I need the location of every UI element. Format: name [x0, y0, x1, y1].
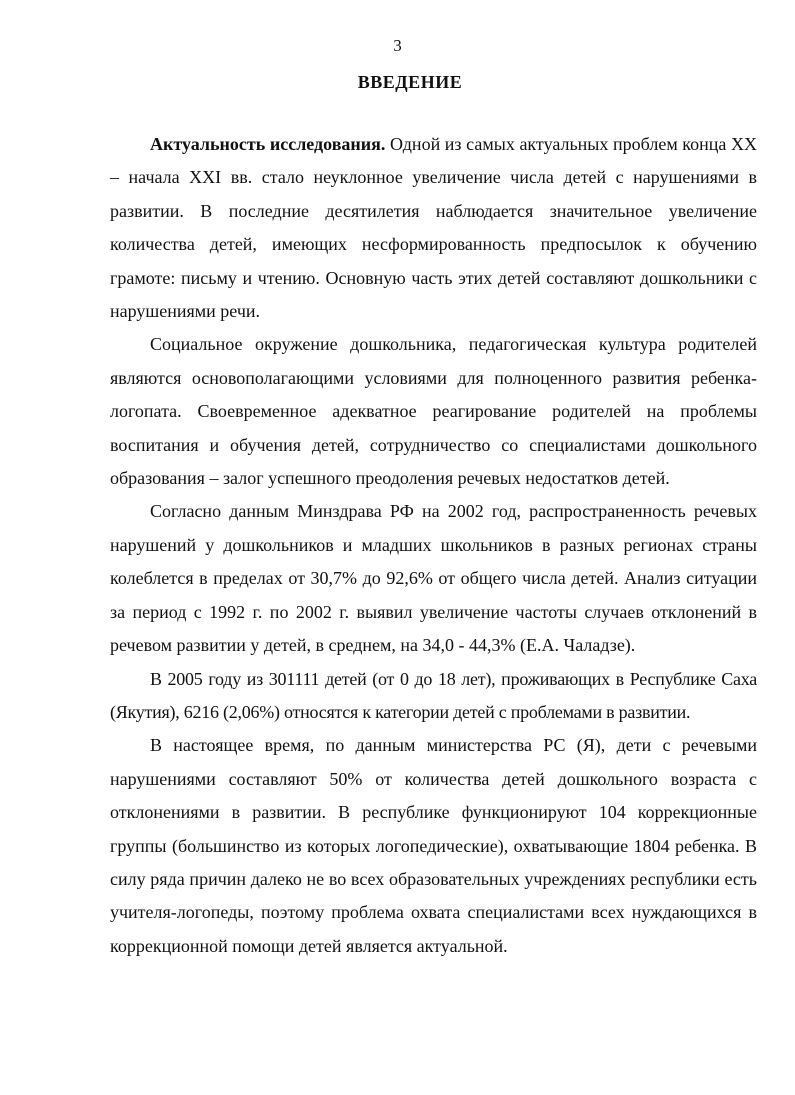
- paragraph-text: Социальное окружение дошкольника, педагогическая культура родителей являются основополагающими условиями для полноценного развития ребенка-логопата. Своевременное адекватное реагирование родителей на проблемы воспитания и обучения детей, сотрудничество со специалистами дошкольного образования – залог успешного преодоления речевых недостатков детей.: [110, 334, 757, 489]
- paragraph-social-environment: [110, 328, 757, 495]
- page-title: ВВЕДЕНИЕ: [357, 72, 463, 92]
- body-text: [110, 128, 757, 963]
- paragraph-yakutia: [110, 663, 757, 730]
- paragraph-text: В настоящее время, по данным министерства РС (Я), дети с речевыми нарушениями составляют 50% от количества детей дошкольного возраста с отклонениями в развитии. В республике функционируют 104 коррекционные группы (большинство из которых логопедические), охватывающие 1804 ребенка. В силу ряда причин далеко не во всех образовательных учреждениях республики есть учителя-логопеды, поэтому проблема охвата специалистами всех нуждающихся в коррекционной помощи детей является актуальной.: [110, 735, 757, 956]
- paragraph-relevance: [110, 128, 757, 328]
- paragraph-text: Одной из самых актуальных проблем конца XX – начала XXI вв. стало неуклонное увеличение числа детей с нарушениями в развитии. В последние десятилетия наблюдается значительное увеличение количества детей, имеющих несформированность предпосылок к обучению грамоте: письму и чтению. Основную часть этих детей составляют дошкольники с нарушениями речи.: [110, 134, 757, 322]
- paragraph-text: В 2005 году из 301111 детей (от 0 до 18 лет), проживающих в Республике Саха (Якутия), 6216 (2,06%) относятся к категории детей с проблемами в развитии.: [110, 668, 757, 722]
- page-number: 3: [393, 36, 402, 55]
- paragraph-text: Согласно данным Минздрава РФ на 2002 год, распространенность речевых нарушений у дошкольников и младших школьников в разных регионах страны колеблется в пределах от 30,7% до 92,6% от общего числа детей. Анализ ситуации за период с 1992 г. по 2002 г. выявил увеличение частоты случаев отклонений в речевом развитии у детей, в среднем, на 34,0 - 44,3% (Е.А. Чаладзе).: [110, 501, 757, 656]
- paragraph-current-situation: [110, 729, 757, 963]
- paragraph-lead: Актуальность исследования.: [150, 134, 386, 154]
- paragraph-statistics: [110, 495, 757, 662]
